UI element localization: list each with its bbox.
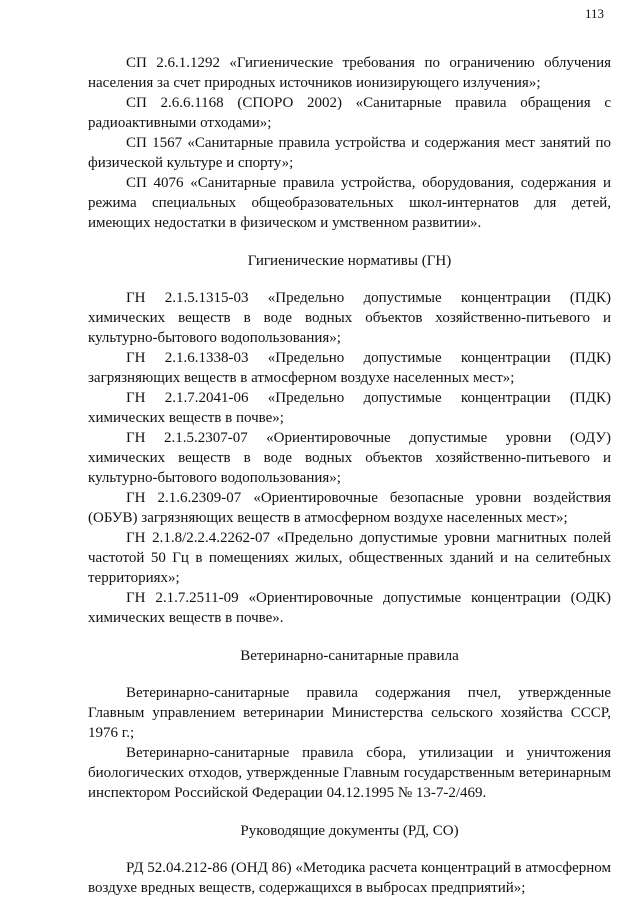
- paragraph-gn-2-1-5-2307-07: ГН 2.1.5.2307-07 «Ориентировочные допустимые уровни (ОДУ) химических веществ в воде водных объектов хозяйственно-питьевого и культурно-бытового водопользования»;: [88, 430, 611, 486]
- section-guiding-documents: [88, 821, 611, 898]
- paragraph-sp-4076: СП 4076 «Санитарные правила устройства, оборудования, содержания и режима специальных общеобразовательных школ-интернатов для детей, имеющих недостатки в физическом и умственном развитии».: [88, 175, 611, 231]
- section-sp-rules: [88, 53, 611, 233]
- paragraph-sp-1567: СП 1567 «Санитарные правила устройства и содержания мест занятий по физической культуре и спорту»;: [88, 135, 611, 171]
- paragraph-gn-2-1-7-2511-09: ГН 2.1.7.2511-09 «Ориентировочные допустимые концентрации (ОДК) химических веществ в почве».: [88, 590, 611, 626]
- paragraph-gn-2-1-7-2041-06: ГН 2.1.7.2041-06 «Предельно допустимые концентрации (ПДК) химических веществ в почве»;: [88, 390, 611, 426]
- paragraph-gn-2-1-6-2309-07: ГН 2.1.6.2309-07 «Ориентировочные безопасные уровни воздействия (ОБУВ) загрязняющих веществ в атмосферном воздухе населенных мест»;: [88, 490, 611, 526]
- section-heading-gn: Гигиенические нормативы (ГН): [247, 253, 452, 269]
- paragraph-rd-52-04-212-86: РД 52.04.212-86 (ОНД 86) «Методика расчета концентраций в атмосферном воздухе вредных веществ, содержащихся в выбросах предприятий»;: [88, 860, 612, 896]
- paragraph-sp-2-6-6-1168: СП 2.6.6.1168 (СПОРО 2002) «Санитарные правила обращения с радиоактивными отходами»;: [88, 95, 611, 131]
- section-hygienic-standards: [88, 251, 611, 628]
- paragraph-gn-2-1-8-2262-07: ГН 2.1.8/2.2.4.2262-07 «Предельно допустимые уровни магнитных полей частотой 50 Гц в помещениях жилых, общественных зданий и на селитебных территориях»;: [88, 530, 611, 586]
- section-heading-rd: Руководящие документы (РД, СО): [240, 823, 459, 839]
- page-number: 113: [584, 6, 604, 21]
- paragraph-gn-2-1-5-1315-03: ГН 2.1.5.1315-03 «Предельно допустимые концентрации (ПДК) химических веществ в воде водных объектов хозяйственно-питьевого и культурно-бытового водопользования»;: [88, 290, 611, 346]
- section-heading-veterinary: Ветеринарно-санитарные правила: [240, 648, 459, 664]
- paragraph-gn-2-1-6-1338-03: ГН 2.1.6.1338-03 «Предельно допустимые концентрации (ПДК) загрязняющих веществ в атмосферном воздухе населенных мест»;: [88, 350, 611, 386]
- document-body: [88, 53, 611, 898]
- paragraph-sp-2-6-1-1292: СП 2.6.1.1292 «Гигиенические требования по ограничению облучения населения за счет природных источников ионизирующего излучения»;: [88, 55, 611, 91]
- paragraph-vet-biowaste: Ветеринарно-санитарные правила сбора, утилизации и уничтожения биологических отходов, утвержденные Главным государственным ветеринарным инспектором Российской Федерации 04.12.1995 № 13-7-2/469.: [88, 745, 611, 801]
- section-veterinary-rules: [88, 646, 611, 803]
- paragraph-vet-bees: Ветеринарно-санитарные правила содержания пчел, утвержденные Главным управлением ветеринарии Министерства сельского хозяйства СССР, 1976 г.;: [88, 685, 611, 741]
